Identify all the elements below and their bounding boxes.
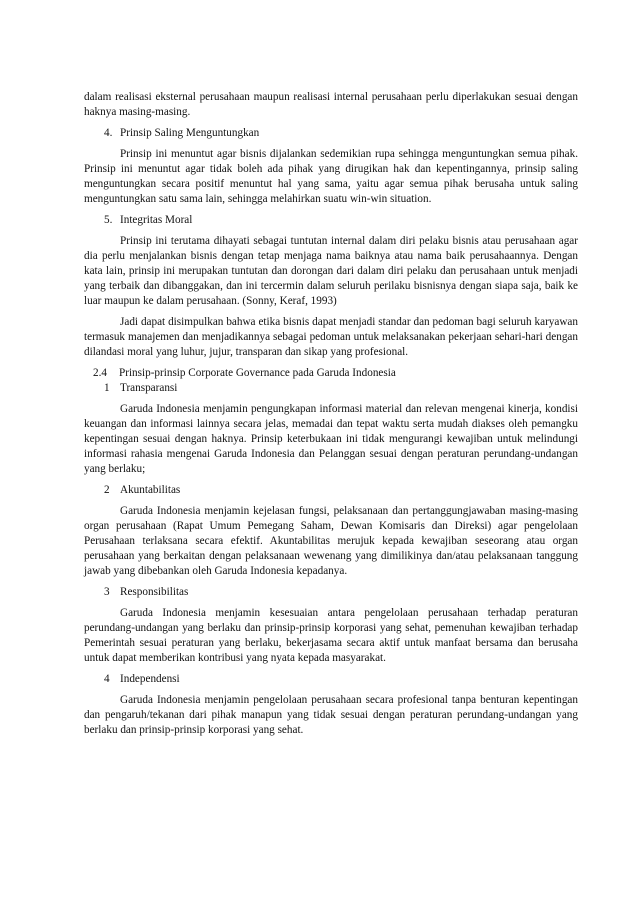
heading-text: Prinsip Saling Menguntungkan [120,127,260,139]
heading-text: Transparansi [120,382,178,394]
paragraph-integritas-moral: Prinsip ini terutama dihayati sebagai tuntutan internal dalam diri pelaku bisnis atau perusahaan agar dia perlu menjalankan bisnis dengan tetap menjaga nama baiknya atau nama baik perusahaannya. Dengan kata lain, prinsip ini merupakan tuntutan dan dorongan dari dalam diri pelaku dan perusahaan untuk menjadi yang terbaik dan dibanggakan, dan ini tercermin dalam seluruh perilaku bisnisnya dengan siapa saja, baik ke luar maupun ke dalam perusahaan. (Sonny, Keraf, 1993) [84,235,578,307]
document-page [84,90,578,744]
heading-integritas-moral [84,213,578,228]
heading-section-2-4 [84,366,578,381]
heading-akuntabilitas [84,483,578,498]
heading-number: 1 [104,382,110,394]
paragraph-responsibilitas: Garuda Indonesia menjamin kesesuaian antara pengelolaan perusahaan terhadap peraturan perundang-undangan yang berlaku dan prinsip-prinsip korporasi yang sehat, pemenuhan kewajiban terhadap Pemerintah sesuai peraturan yang berlaku, bekerjasama secara aktif untuk manfaat bersama dan berusaha untuk dapat memberikan kontribusi yang nyata kepada masyarakat. [84,607,578,664]
heading-number: 5. [104,214,113,226]
heading-number: 4 [104,673,110,685]
paragraph-akuntabilitas: Garuda Indonesia menjamin kejelasan fungsi, pelaksanaan dan pertanggungjawaban masing-masing organ perusahaan (Rapat Umum Pemegang Saham, Dewan Komisaris dan Direksi) agar pengelolaan Perusahaan terlaksana secara efektif. Akuntabilitas merujuk kepada kewajiban seseorang atau organ perusahaan yang berkaitan dengan pelaksanaan wewenang yang dimilikinya dan/atau pelaksanaan tanggung jawab yang dibebankan oleh Garuda Indonesia kepadanya. [84,505,578,577]
paragraph-transparansi: Garuda Indonesia menjamin pengungkapan informasi material dan relevan mengenai kinerja, kondisi keuangan dan informasi lainnya secara jelas, memadai dan tepat waktu serta mudah diakses oleh pemangku kepentingan sesuai dengan haknya. Prinsip keterbukaan ini tidak mengurangi kewajiban untuk melindungi informasi rahasia mengenai Garuda Indonesia dan Pelanggan sesuai dengan peraturan perundang-undangan yang berlaku; [84,403,578,475]
heading-number: 2 [104,484,110,496]
heading-number: 4. [104,127,113,139]
heading-text: Independensi [120,673,180,685]
heading-text: Responsibilitas [120,586,189,598]
paragraph-kesimpulan: Jadi dapat disimpulkan bahwa etika bisnis dapat menjadi standar dan pedoman bagi seluruh karyawan termasuk manajemen dan menjadikannya sebagai pedoman untuk melaksanakan pekerjaan sehari-hari dengan dilandasi moral yang luhur, jujur, transparan dan sikap yang profesional. [84,316,578,358]
heading-text: Integritas Moral [120,214,193,226]
heading-independensi [84,672,578,687]
heading-responsibilitas [84,585,578,600]
heading-transparansi [84,381,578,396]
heading-number: 2.4 [93,367,107,379]
paragraph-intro: dalam realisasi eksternal perusahaan maupun realisasi internal perusahaan perlu diperlakukan sesuai dengan haknya masing-masing. [84,91,578,118]
paragraph-independensi: Garuda Indonesia menjamin pengelolaan perusahaan secara profesional tanpa benturan kepentingan dan pengaruh/tekanan dari pihak manapun yang tidak sesuai dengan peraturan perundang-undangan yang berlaku dan prinsip-prinsip korporasi yang sehat. [84,694,578,736]
heading-text: Akuntabilitas [120,484,181,496]
heading-text: Prinsip-prinsip Corporate Governance pada Garuda Indonesia [119,367,396,379]
heading-number: 3 [104,586,110,598]
heading-saling-menguntungkan [84,126,578,141]
paragraph-saling-menguntungkan: Prinsip ini menuntut agar bisnis dijalankan sedemikian rupa sehingga menguntungkan semua pihak. Prinsip ini menuntut agar tidak boleh ada pihak yang dirugikan hak dan kepentingannya, prinsip saling menguntungkan secara positif menuntut hal yang sama, yaitu agar semua pihak berusaha untuk saling menguntungkan satu sama lain, sehingga melahirkan suatu win-win situation. [84,148,578,205]
